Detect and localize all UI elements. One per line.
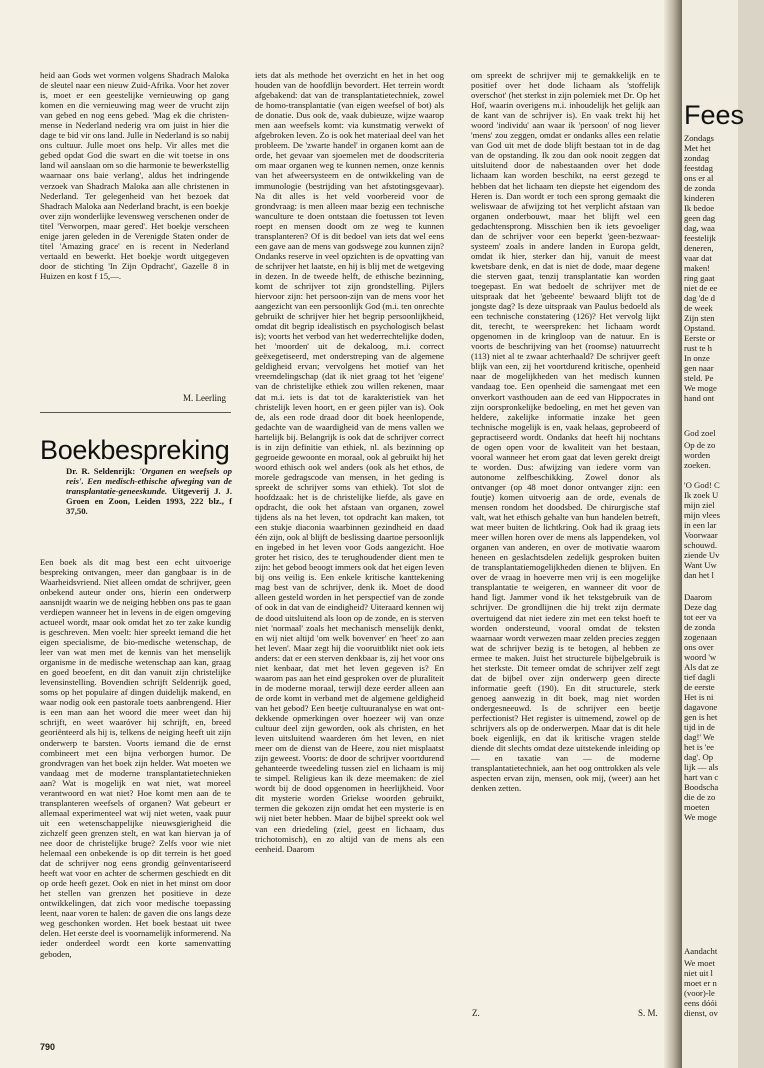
next-page-line: ons er al — [684, 173, 714, 183]
next-page-line: ring gaat — [684, 273, 715, 283]
next-page-poem-line: 'O God! C — [684, 480, 720, 490]
next-page-line: zogenaan — [684, 632, 717, 642]
book-author: Dr. R. Seldenrijk: — [66, 466, 136, 476]
next-page-line: worden — [684, 450, 711, 460]
review-signature-left: Z. — [472, 1008, 480, 1018]
next-page-line: lijk — als — [684, 762, 719, 772]
next-page-title: Fees — [684, 100, 745, 130]
next-page-line: We moge — [684, 812, 717, 822]
next-page-line: vaar dat — [684, 253, 712, 263]
author-signature: M. Leerling — [183, 393, 226, 403]
next-page-column-part-2 — [684, 440, 764, 470]
next-page-poem-line: mijn ziel — [684, 500, 715, 510]
book-citation — [66, 466, 232, 516]
next-page-line: ons over — [684, 642, 714, 652]
next-page-line: gen is het — [684, 712, 718, 722]
next-page-line: dienst, ov — [684, 1008, 718, 1018]
next-page-line: eens dóói — [684, 998, 718, 1008]
review-text-part-3: om spreekt de schrijver mij te gemakkelijk en te positief over het dode lichaam als 'stoffelijk overschot' (het sterkst in zijn polemiek met Dr. Op het Hof, waarin overigens m.i. inhoudelijk het gelijk aan de kant van de schrijver is). En vaak trekt hij het woord 'individu' aan waar ik 'persoon' of nog liever 'mens' zou zeggen, omdat er ondanks alles een relatie van God uit met de dode blijft bestaan tot in de dag van de opstanding. Ik zou dan ook nooit zeggen dat uitsluitend door de nabestaanden over het dode lichaam kan worden beschikt, na eerst gezegd te hebben dat het lichaam ten diepste het eigendom des Heren is. Dan wordt er toch een sprong gemaakt die weliswaar de afwijzing tot het verplicht afstaan van organen onderbouwt, maar het blijft wel een gedachtensprong. Misschien ben ik iets gevoeliger dan de schrijver voor een beperkt 'geen-bezwaar-systeem' zoals in andere landen in Europa geldt, omdat ik hier, sterker dan hij, vanuit de meest kwetsbare denk, en dat is niet de dode, maar degene die sterven gaat, tenzij transplantatie kan worden toegepast. En wat bedoelt de schrijver met de uitspraak dat het 'gebeente' bewaard blijft tot de jongste dag? Is deze uitspraak van Paulus bedoeld als een technische constatering (126)? Het vervolg lijkt dit, terecht, te weerspreken: het lichaam wordt opgenomen in de kringloop van de natuur. En is voorts de beschrijving van het (roomse) natuurrecht (113) niet al te zwaar achterhaald? De schrijver geeft blijk van een, zij het voortdurend kritische, openheid naar de mogelijkheden van het medisch kunnen vandaag toe. Een openheid die samengaat met een onverkort vasthouden aan de eed van Hippocrates in zijn oorspronkelijke bedoeling, en met het geven van heldere, zakelijke informatie inzake het geen technische mogelijk is en, vaak helaas, geprobeerd of gepractiseerd wordt. Ondanks dat heeft hij nochtans de ogen open voor de kwaliteit van het bestaan, vooral wanneer het erom gaat dat leven gerekt dreigt te worden. Dus: afwijzing van iedere vorm van autonome zelfbeschikking. Zowel donor als ontvanger (op 48 moet donor ontvanger zijn: een foutje) komen uitvoerig aan de orde, evenals de mensen rondom het doodsbed. De chirurgische staf valt, wat het ethisch gehalte van hun handelen betreft, wat meer buiten de lichtkring. Ook had ik graag iets meer willen horen over de mens als lappendeken, vol organen van anderen, en over de motivatie waarom heneen en geslachtsdelen zedelijk gesproken buiten de transplantatiemogelijkheden dienen te blijven. En over de vraag in hoeverre men vrij is een mogelijke transplantatie te weigeren, en wanneer dit voor de hand ligt. Jammer vond ik het tekstgebruik van de schrijver. De grondlijnen die hij trekt zijn dermate overtuigend dat niet iedere zin met een tekst hoeft te worden ondersteund, vooral omdat de teksten waarnaar wordt verwezen maar zelden precies zeggen wat de schrijver bezig is te betogen, al hebben ze ermee te maken. Juist het structurele bijbelgebruik is het sterkste. Dit temeer omdat de schrijver zelf zegt dat de bijbel over zijn onderwerp geen directe informatie geeft (190). En dit structurele, sterk genoeg aanwezig in dit boek, mag niet worden ondergesneeuwd. Is de schrijver een beetje perfectionist? Het register is uitnemend, zowel op de schrijvers als op de onderwerpen. Maar dat is dit hele boek eigenlijk, en dat ik kritische vragen stelde diende dit slechts omdat deze uitstekende inleiding op — en taxatie van — de moderne transplantatietechniek, aan het oog onttrokken als vele aspecten ervan zijn, mensen, ook mij, (weer) aan het denken zetten. — [471, 70, 660, 794]
review-column-2 — [255, 70, 444, 854]
review-column-1 — [40, 548, 231, 967]
next-page-line: feestelijk — [684, 233, 716, 243]
next-page-line: zondag — [684, 153, 710, 163]
next-page-poem — [684, 480, 764, 580]
next-page-column-part-4 — [684, 958, 764, 1018]
next-page-poem-line: ziende Uv — [684, 550, 720, 560]
review-text-part-1: Een boek als dit mag best een echt uitvoerige bespreking ontvangen, meer dan gangbaar is in de Waarheidsvriend. Niet alleen omdat de schrijver, geen onbekend auteur onder ons, hierin een onderwerp aansnijdt waarin we de neiging hebben ons pas te gaan verdiepen wanneer het in levens in de eigen omgeving actueel wordt, maar ook omdat het zo ter zake kundig is geschreven. Men voelt: hier spreekt iemand die het eigen specialisme, de bio-medische wetenschap, de leer van wat men met de kennis van het menselijk organisme in de medische wetenschap aan kan, graag en goed beoefent, en dit dan vanuit zijn christelijke levensinstelling. Bovendien schrijft Seldenrijk goed, soms op het populaire af dingen duidelijk makend, en waar nodig ook een pastorale toets aanbrengend. Hier is een man aan het woord die meer weet dan hij schrijft, en weet waaróver hij schrijft, en, breed georiënteerd als hij is, telkens de neiging heeft uit zijn onderwerp te barsten. Voorts iemand die de ernst combineert met een bijna verborgen humor. De grondvragen van het boek zijn helder. Wat moeten we vandaag met de moderne transplantatietechnieken aan? Wat is mogelijk en wat niet, wat moreel verantwoord en wat niet? Hoe komt men aan de te transplanteren weefsels of organen? Wat gebeurt er allemaal experimenteel wat wij niet weten, vaak puur uit een wetenschappelijke nieuwsgierigheid die zichzelf geen grenzen stelt, en wat kan hiervan ja of nee door de christelijke bruge? Zelfs voor wie niet helemaal een onbekende is op dit terrein is het goed dat de schrijver nog eens grondig geïnventariseerd heeft wat voor en achter de schermen geschiedt en dit op orde heeft gezet. Ook en niet in het minst om door het stellen van grenzen het positieve in deze ontwikkelingen, dat zich voor medische toepassing leent, naar voren te halen: de gaven die ons langs deze weg geschonken worden. Het boek bestaat uit twee delen. Het eerste deel is voornamelijk informerend. Na ieder onderdeel wordt een korte samenvatting geboden, — [40, 556, 231, 959]
next-page-line: moet er n — [684, 978, 717, 988]
column-1-article-end — [40, 70, 229, 281]
next-page-line: Ik bedoe — [684, 203, 715, 213]
next-page-line: (voor)-le — [684, 988, 715, 998]
next-page-edge — [682, 0, 745, 1068]
review-column-3 — [471, 70, 660, 793]
next-page-line: geen dag — [684, 213, 716, 223]
next-page-line: gen naar — [684, 363, 714, 373]
next-page-line: niet de ee — [684, 283, 718, 293]
next-page-line: dag 'de d — [684, 293, 715, 303]
next-page-subheading-2: Aandacht — [684, 946, 718, 956]
next-page-poem-line: Ik zoek U — [684, 490, 719, 500]
next-page-line: deneren, — [684, 243, 714, 253]
next-page-line: rust te h — [684, 343, 712, 353]
next-page-line: In onze — [684, 353, 710, 363]
next-page-poem-line: mijn vlees — [684, 510, 720, 520]
book-title: 'Organen en weefsels op reis'. Een medisch-ethische afweging van de transplantatie-geneeskunde. — [66, 466, 232, 496]
section-heading: Boekbespreking — [40, 435, 230, 465]
article-continuation-text: heid aan Gods wet vormen volgens Shadrach Maloka de sleutel naar een nieuw Zuid-Afrika. Voor het zover is, moet er een geestelijke vernieuwing op gang komen en die vernieuwing mag weer de vrucht zijn van gebed en nog eens gebed. 'Mag ek die christen-mense in Nederland nederig vra om juist in hier die dage te bid vir ons land. Julle in Nederland is so nabij ons cultuur. Julle moet ons help. Vir alles met die gebed opdat God die swart en die wit toetse in ons land wil aanslaan om so die harmonie te bewerkstellig waarnaar ons baie verlang', aldus het indringende verzoek van Shadrach Maloka aan alle christenen in Nederland. Ter gelegenheid van het bezoek dat Shadrach Maloka aan Nederland bracht, is een boekje over zijn wonderlijke levensweg verschenen onder de titel 'Verworpen, maar gered'. Het boekje verscheen enige jaren geleden in de Verenigde Staten onder de titel 'Amazing grace' en is recent in Nederland vertaald en bewerkt. Het boekje wordt uitgegeven door de stichting 'In Zijn Opdracht', Gazelle 8 in Huizen en kost f 15,—. — [40, 70, 229, 281]
next-page-line: het is 'ee — [684, 742, 715, 752]
next-page-line: Daarom — [684, 592, 712, 602]
next-page-line: steld. Pe — [684, 373, 714, 383]
next-page-line: dagavone — [684, 702, 718, 712]
next-page-line: dag'. Op — [684, 752, 714, 762]
next-page-line: de zonda — [684, 622, 716, 632]
review-signature-right: S. M. — [638, 1008, 658, 1018]
page-gutter — [664, 0, 682, 1068]
next-page-line: zoeken. — [684, 460, 711, 470]
next-page-line: Opstand. — [684, 323, 716, 333]
next-page-poem-line: in een lar — [684, 520, 717, 530]
next-page-line: woord 'w — [684, 652, 717, 662]
next-page-poem-line: schouwd. — [684, 540, 718, 550]
next-page-line: hart van c — [684, 772, 719, 782]
next-page-line: Deze dag — [684, 602, 717, 612]
next-page-column-part-3 — [684, 592, 764, 822]
next-page-line: de zonda — [684, 183, 716, 193]
next-page-line: tief dagli — [684, 672, 716, 682]
next-page-line: We moet — [684, 958, 715, 968]
next-page-line: tot eer va — [684, 612, 717, 622]
next-page-line: de eerste — [684, 682, 715, 692]
next-page-line: We moge — [684, 383, 717, 393]
next-page-line: de week — [684, 303, 713, 313]
next-page-line: tijd in de — [684, 722, 715, 732]
next-page-line: Zijn sten — [684, 313, 715, 323]
section-divider — [40, 412, 231, 413]
review-text-part-2: iets dat als methode het overzicht en het in het oog houden van de hoofdlijn bevordert. Het terrein wordt afgebakend: dat van de transplantatietechniek, zowel de homo-transplantatie (van eigen weefsel of bot) als de donatie. Dus ook de, vaak dubieuze, wijze waarop men aan weefsels komt: via kunstmatig verwekt of afgebroken leven. Zo is ook het materiaal deel van het probleem. De 'zwarte handel' in organen komt aan de orde, het gevaar van sjoemelen met de doodscriteria om maar organen weg te kunnen nemen, onze kennis van het afweersysteem en de ontwikkeling van de immunologie (bestrijding van het afstotingsgevaar). Na dit alles is het veld voorbereid voor de grondvraag: is men alleen maar bezig een technische wanculture te doen ontstaan die foetussen tot leven roept en mensen doodt om ze weg te kunnen transplanteren? Of is dit bedoel van iets dat wel eens een gave aan de mens van godswege zou kunnen zijn? Ondanks reserve in veel opzichten is de opvatting van de schrijver het laatste, en hij is blij met de wetgeving in dezen. In de tweede helft, de ethische bezinning, komt de schrijver tot zijn grondstelling. Pijlers hiervoor zijn: het persoon-zijn van de mens voor het aangezicht van een persoonlijk God (m.i. ten onrechte gebruikt de schrijver hier het begrip persoonlijkheid, omdat dit begrip idealistisch en psychologisch belast is); voorts het verbod van het wederrechtelijke doden, het 'moorden' uit de dekaloog, m.i. correct geëxegetiseerd, met onderstreping van de algemene geldigheid ervan; vervolgens het motief van het vreemdelingschap (dat ik niet graag tot het 'eigene' van de christelijke ethiek zou willen rekenen, maar dat m.i. iets is dat tot de karakteristiek van het christelijk leven hoort, en er geen pijler van is). Ook de, als een rode draad door dit boek heenlopende, gedachte van de waardigheid van de mens vallen we hartelijk bij. Belangrijk is ook dat de schrijver correct is in zijn definitie van ethiek, nl. als bezinning op gegroeide gewoonte en moraal, ook al gebruikt hij het woord ethisch ook wel anders (ook als het ethos, de morele gedragscode van mensen, in het geding is spreekt de schrijver soms van ethiek). Tot slot de hoofdzaak: het is de christelijke liefde, als gave en opdracht, die ook het afstaan van organen, zowel tijdens als na het leven, tot opdracht kan maken, tot een stukje diaconia waarbinnen gezindheid en daad één zijn, ook al blijft de beslissing daartoe persoonlijk en ingebed in het leven voor Gods aangezicht. Hoe groter het risico, des te terughoudender dient men te zijn: het gebod beoogt immers ook dat het eigen leven bij ons veilig is. Een enkele kritische kanttekening mag best van de schrijver, denk ik. Moet de dood alleen gesteld worden in het perspectief van de zonde of ook in dat van de eindigheid? Uiteraard kennen wij de dood uitsluitend als loon op de zonde, en is sterven niet 'normaal' zoals het mechanisch menselijk denkt, en wij niet altijd 'om welk bovenver' en 'heet' zo aan het leven'. Maar zegt hij die vooruitblikt niet ook iets anders: dat er een sterven denkbaar is, zij het voor ons niet kenbaar, dat met het leven gegeven is? En waarom pas aan het eind gesproken over de pluraliteit in de moderne moraal, terwijl deze eerder alleen aan de orde komt in verband met de algemene geldigheid van het gebod? Een beetje cultuuranalyse en wat ont-dekkende opmerkingen over hoezeer wij van onze cultuur deel zijn geworden, ook als christen, en het leven uitsluitend waarderen óm het leven, en niet meer om de dienst van de Heere, zou niet misplaatst zijn geweest. Voorts: de door de schrijver voortdurend gehanteerde tweedeling tussen ziel en lichaam is mij te simpel. Religieus kan ik deze meemaken: de ziel wordt bij de dood opgenomen in heerlijkheid. Voor dit mysterie worden Griekse woorden gebruikt, termen die gekozen zijn omdat het een mysterie is en wij niet beter hebben. Maar de bijbel spreekt ook wel van een driedeling (ziel, geest en lichaam, dus trichotomisch), en zo altijd van de mens als een eenheid. Daarom — [255, 70, 444, 854]
next-page-line: Als dat ze — [684, 662, 719, 672]
next-page-line: niet uit l — [684, 968, 713, 978]
next-page-line: Met het — [684, 143, 711, 153]
next-page-line: Op de zo — [684, 440, 716, 450]
next-page-line: die de zo — [684, 792, 716, 802]
next-page-column-part-1 — [684, 133, 764, 403]
next-page-line: feestdag — [684, 163, 713, 173]
next-page-poem-line: Want Uw — [684, 560, 717, 570]
next-page-line: Boodscha — [684, 782, 719, 792]
book-publisher: Uitgeverij J. J. Groen en Zoon, Leiden 1993, 222 blz., f 37,50. — [66, 486, 232, 516]
next-page-line: Zondags — [684, 133, 714, 143]
next-page-line: Eerste or — [684, 333, 716, 343]
next-page-line: maken! — [684, 263, 711, 273]
next-page-line: hand ont — [684, 393, 715, 403]
next-page-poem-line: dan het l — [684, 570, 714, 580]
next-page-line: kinderen — [684, 193, 715, 203]
next-page-line: moeten — [684, 802, 710, 812]
next-page-subheading: God zoel — [684, 428, 716, 438]
next-page-line: dag, waa — [684, 223, 715, 233]
page-number: 790 — [40, 1042, 56, 1052]
next-page-poem-line: Voorwaar — [684, 530, 718, 540]
next-page-line: Het is ni — [684, 692, 714, 702]
next-page-line: dag!' We — [684, 732, 715, 742]
